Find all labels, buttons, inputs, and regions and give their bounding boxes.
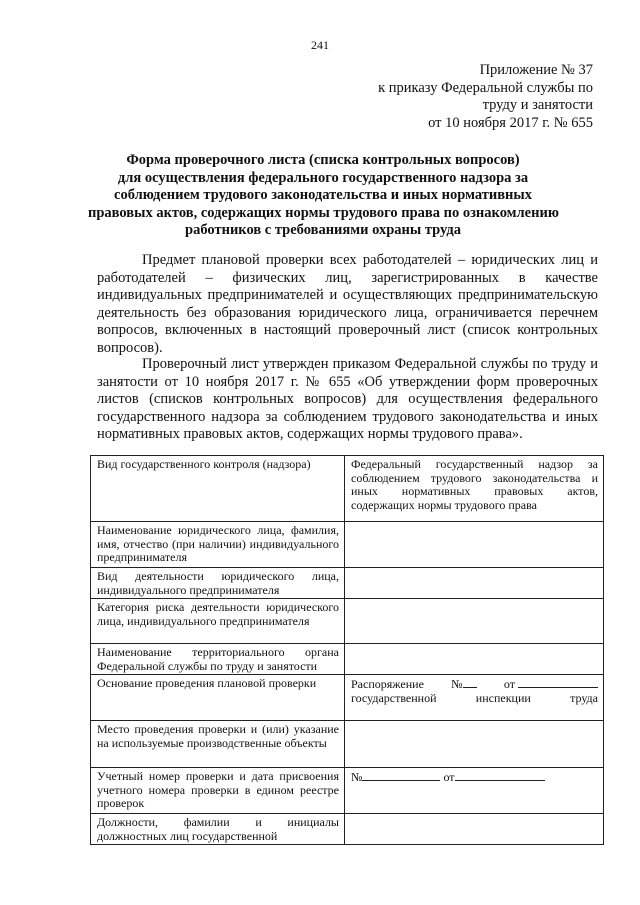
title-line: работников с требованиями охраны труда (185, 222, 461, 238)
title-line: соблюдением трудового законодательства и иных нормативных (114, 187, 532, 203)
row-value (345, 644, 604, 675)
row-label: Вид деятельности юридического лица, индивидуального предпринимателя (91, 568, 345, 599)
table-row (91, 522, 604, 568)
title-line: Форма проверочного листа (списка контрольных вопросов) (126, 152, 520, 168)
paragraph-inspection-subject: Предмет плановой проверки всех работодателей – юридических лиц и работодателей – физических лиц, зарегистрированных в качестве индивидуальных предпринимателей и осуществляющих предпринимательскую деятельность без образования юридического лица, ограничивается перечнем вопросов, включенных в настоящий проверочный лист (список контрольных вопросов). (97, 252, 598, 356)
table-row (91, 721, 604, 768)
title-line: для осуществления федерального государственного надзора за (117, 169, 529, 186)
table-row (91, 675, 604, 721)
row-value (345, 599, 604, 644)
appendix-header (333, 62, 593, 132)
paragraph-approval: Проверочный лист утвержден приказом Федеральной службы по труду и занятости от 10 ноября 2017 г. № 655 «Об утверждении форм проверочных листов (списков контрольных вопросов) для осуществления федерального государственного надзора за соблюдением трудового законодательства и иных нормативных правовых актов, содержащих нормы трудового права». (97, 356, 598, 443)
row-value (345, 768, 604, 814)
order-label: Распоряжение (351, 677, 424, 691)
table-row (91, 599, 604, 644)
page-number: 241 (311, 38, 329, 52)
title-line: правовых актов, содержащих нормы трудового права по ознакомлению (88, 204, 559, 221)
row-label: Основание проведения плановой проверки (91, 675, 345, 721)
document-title (88, 152, 558, 240)
date-field: от (504, 677, 598, 692)
number-sign: № (451, 677, 476, 692)
appendix-line: к приказу Федеральной службы по (378, 79, 593, 96)
table-row (91, 568, 604, 599)
row-label: Место проведения проверки и (или) указание на используемые производственные объекты (91, 721, 345, 768)
table-row (91, 644, 604, 675)
inspection-name: государственной инспекции труда (351, 690, 598, 705)
table-row (91, 814, 604, 845)
row-label: Наименование территориального органа Федеральной службы по труду и занятости (91, 644, 345, 675)
table-row (91, 768, 604, 814)
appendix-line: от 10 ноября 2017 г. № 655 (428, 114, 593, 131)
row-label: Учетный номер проверки и дата присвоения учетного номера проверки в едином реестре проверок (91, 768, 345, 814)
row-label: Наименование юридического лица, фамилия, имя, отчество (при наличии) индивидуального предпринимателя (91, 522, 345, 568)
row-label: Вид государственного контроля (надзора) (91, 456, 345, 522)
row-value: Федеральный государственный надзор за соблюдением трудового законодательства и иных нормативных правовых актов, содержащих нормы трудового права (345, 456, 604, 522)
table-row (91, 456, 604, 522)
record-date: от (443, 770, 544, 784)
row-value (345, 814, 604, 845)
row-label: Категория риска деятельности юридического лица, индивидуального предпринимателя (91, 599, 345, 644)
inspection-form-table (90, 455, 604, 845)
appendix-line: Приложение № 37 (479, 62, 593, 78)
row-value (345, 721, 604, 768)
appendix-line: труду и занятости (482, 97, 593, 113)
row-value (345, 522, 604, 568)
row-value (345, 675, 604, 721)
record-number: № (351, 770, 440, 784)
row-label: Должности, фамилии и инициалы должностных лиц государственной (91, 814, 345, 845)
row-value (345, 568, 604, 599)
